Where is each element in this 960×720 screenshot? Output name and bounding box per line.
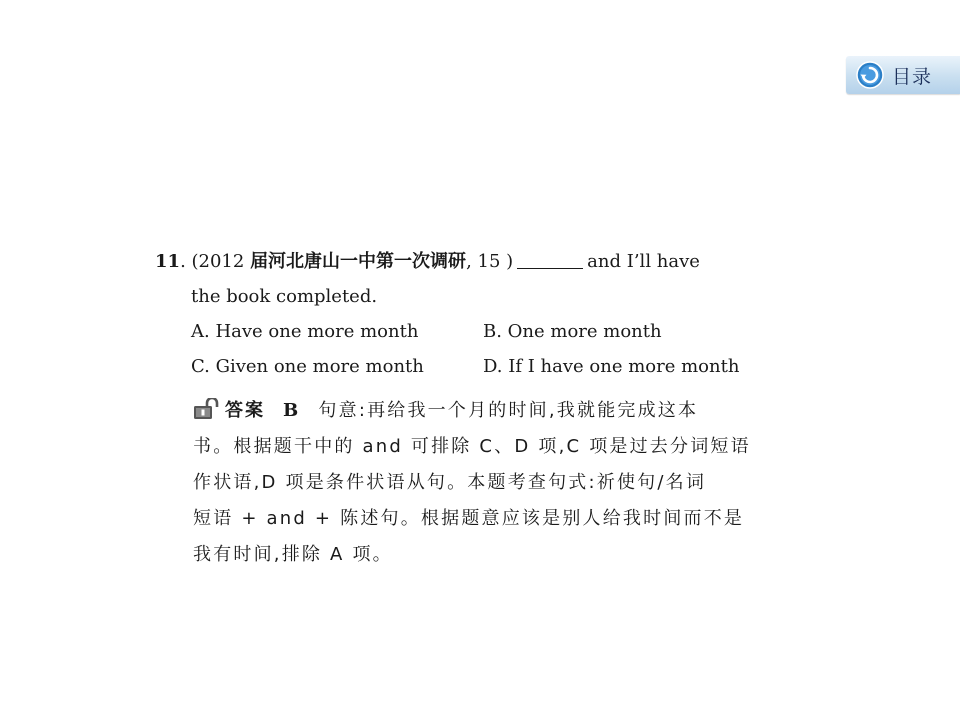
answer-block [193,393,805,573]
answer-line-2: 书。根据题干中的 and 可排除 C、D 项,C 项是过去分词短语 [193,436,751,457]
option-c: C. Given one more month [191,356,424,377]
options-row-1 [155,314,800,349]
question-source-close: , 15 ) [466,251,514,272]
question-block [155,244,800,384]
option-a: A. Have one more month [191,321,419,342]
answer-line-4: 短语 + and + 陈述句。根据题意应该是别人给我时间而不是 [193,508,745,529]
unlock-icon [193,398,219,420]
answer-text-1: 句意:再给我一个月的时间,我就能完成这本 [318,400,699,421]
toc-label: 目录 [892,65,933,88]
toc-button[interactable] [846,56,960,94]
options-row-2 [155,349,800,384]
answer-line-5: 我有时间,排除 A 项。 [193,544,393,565]
answer-letter: B [283,400,301,421]
question-number: 11 [155,251,181,272]
question-source-open: . (2012 [180,251,251,272]
answer-title: 答案 [225,400,265,421]
refresh-icon [856,61,884,89]
question-line-1 [155,244,800,279]
answer-line-3: 作状语,D 项是条件状语从句。本题考查句式:祈使句/名词 [193,472,707,493]
option-b: B. One more month [483,321,662,342]
question-line-2: the book completed. [191,286,378,307]
answer-line-1 [193,393,805,429]
answer-blank [517,250,583,269]
question-stem: and I’ll have [587,251,700,272]
option-d: D. If I have one more month [483,356,740,377]
question-source-cn: 届河北唐山一中第一次调研 [250,251,467,272]
